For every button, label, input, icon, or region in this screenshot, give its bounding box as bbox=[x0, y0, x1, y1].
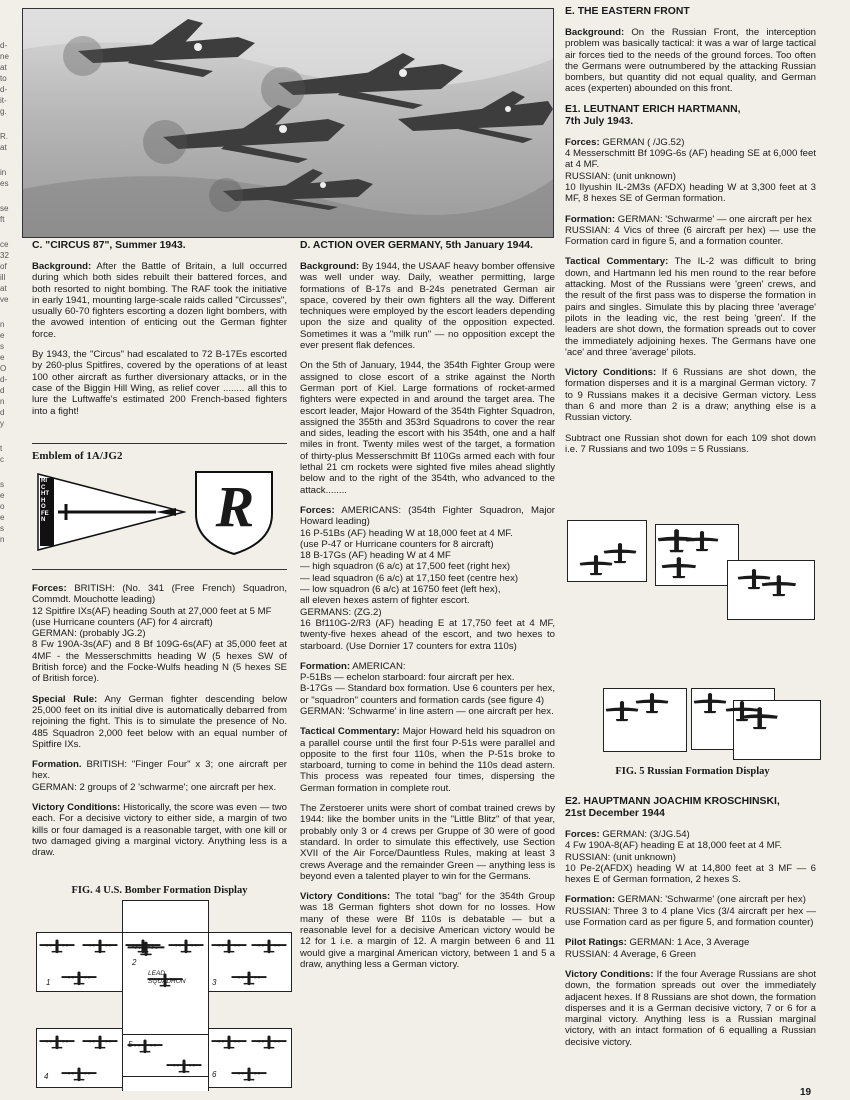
e1-formation: GERMAN: 'Schwarme' — one aircraft per hex RUSSIAN: 4 Vics of three (6 aircraft per hex) — use the Formation card in figure 5, and a formation counter. bbox=[565, 213, 816, 248]
margin-fragment: ill bbox=[0, 273, 6, 282]
germany-victory: The total "bag" for the 354th Group was 18 German fighters shot down for no losses. How many of these were Bf 110s is debatable — but a reasonable level for a decisive American victory would be 12 for 1 i.e. a margin of 12. A margin between 6 and 11 would give a marginal American victory, between 1 and 5 a draw, anything less a German victory. bbox=[300, 891, 555, 970]
circus-victory: Historically, the score was even — two each. For a decisive victory to either side, a margin of two kills or four damaged is a reasonable target, with one kill or two damaged giving a marginal victory. Anything less is a draw. bbox=[32, 802, 287, 859]
germany-victory-label: Victory Conditions: bbox=[300, 891, 391, 903]
eastern-heading: E. THE EASTERN FRONT bbox=[565, 6, 690, 17]
page-number: 19 bbox=[800, 1087, 812, 1098]
margin-fragment: ve bbox=[0, 295, 9, 304]
margin-fragment: at bbox=[0, 284, 7, 293]
bomber-silhouette-icon bbox=[210, 1034, 248, 1055]
bomber-silhouette-icon bbox=[230, 970, 268, 991]
margin-fragment: it- bbox=[0, 96, 7, 105]
margin-fragment: e bbox=[0, 353, 5, 362]
aircraft-photograph bbox=[22, 8, 554, 238]
bomber-silhouette-icon bbox=[38, 938, 76, 959]
germany-forces: AMERICANS: (354th Fighter Squadron, Major Howard leading) 16 P-51Bs (AF) heading W at 18,000 feet at 4 MF. (use P-47 or Hurricane counters for 8 aircraft) 18 B-17Gs (AF) heading W at 4 MF — high squadron (6 a/c) at 17,500 feet (right hex) — lead squadron (6 a/c) at 17,150 feet (centre hex) — low squadron (6 a/c) at 16750 feet (left hex), all eleven hexes astern of fighter escort. GERMANS: (ZG.2) 16 Bf110G-2/R3 (AF) heading E at 17,750 feet at 4 MF, twenty-five hexes ahead of the escort, and two hexes to starboard. (Use Dornier 17 counters for extra 110s) bbox=[300, 504, 555, 652]
margin-fragment: c bbox=[0, 455, 4, 464]
bomber-silhouette-icon bbox=[230, 1066, 268, 1087]
bomber-silhouette-icon bbox=[60, 970, 98, 991]
e1-subtract: Subtract one Russian shot down for each 109 shot down i.e. 7 Russians and two 109s = 5 Russians. bbox=[565, 432, 816, 455]
germany-zerstoerer: The Zerstoerer units were short of combat trained crews by 1944: like the bomber units in the "Little Blitz" of that year, probably only 3 or 4 crews per Gruppe of 30 were of good standard. In order to simulate this effectively, use Section XVII of the Air Force/Dauntless Rules, making at least 3 crews Average and the remainder Green — anything less is beyond even a talented player to win for the Germans. bbox=[300, 803, 555, 882]
margin-fragment: 32 bbox=[0, 251, 9, 260]
margin-fragment: O bbox=[0, 364, 7, 373]
margin-fragment: d bbox=[0, 386, 5, 395]
bomber-silhouette-icon bbox=[38, 1034, 76, 1055]
fig5-russian-display bbox=[565, 510, 820, 760]
margin-fragment: e bbox=[0, 331, 5, 340]
margin-fragment: ft bbox=[0, 215, 5, 224]
bomber-silhouette-icon bbox=[167, 938, 205, 959]
margin-fragment: of bbox=[0, 262, 7, 271]
margin-fragment: d bbox=[0, 408, 5, 417]
eastern-background-label: Background: bbox=[565, 27, 625, 38]
fig4-blank-cell bbox=[122, 900, 209, 934]
margin-fragment: R. bbox=[0, 132, 8, 141]
e2-victory-label: Victory Conditions: bbox=[565, 968, 654, 980]
margin-fragment: s bbox=[0, 480, 4, 489]
il2-silhouette-icon bbox=[661, 556, 697, 586]
e2-forces: GERMAN: (3/JG.54) 4 Fw 190A-8(AF) heading E at 18,000 feet at 4 MF. RUSSIAN: (unit unknown) 10 Pe-2(AFDX) heading W at 14,800 feet at 3 MF — 6 hexes E of German formation, 2 hexes S. bbox=[565, 829, 816, 886]
fig4-label-1: 1 bbox=[46, 978, 51, 987]
margin-fragment: o bbox=[0, 502, 5, 511]
margin-fragment: es bbox=[0, 179, 9, 188]
e2-pilot-label: Pilot Ratings: bbox=[565, 937, 627, 949]
il2-silhouette-icon bbox=[761, 574, 797, 604]
circus-forces-label: Forces: bbox=[32, 583, 67, 594]
germany-formation: AMERICAN: P-51Bs — echelon starboard: four aircraft per hex. B-17Gs — Standard box formation. Use 6 counters per hex, or "squadron" counters and formation cards (see figure 4) GERMAN: 'Schwarme' in line astern — one aircraft per hex. bbox=[300, 660, 555, 717]
margin-fragment: n bbox=[0, 397, 5, 406]
il2-silhouette-icon bbox=[741, 706, 778, 737]
il2-silhouette-icon bbox=[603, 542, 637, 571]
margin-fragment: se bbox=[0, 204, 9, 213]
margin-fragment: s bbox=[0, 342, 4, 351]
fig4-cell-lead bbox=[122, 992, 209, 1035]
fig4-label-3: 3 bbox=[212, 978, 217, 987]
e2-formation: GERMAN: 'Schwarme' (one aircraft per hex) RUSSIAN: Three 3 to 4 plane Vics (3/4 aircraft per hex — use Formation card as per figure 5, and formation counter) bbox=[565, 894, 816, 929]
margin-fragment: s bbox=[0, 524, 4, 533]
il2-silhouette-icon bbox=[685, 530, 719, 559]
germany-formation-label: Formation: bbox=[300, 660, 351, 672]
circus-para2: By 1943, the "Circus" had escalated to 72 B-17Es escorted by 260-plus Spitfires, covered by the operations of at least 100 other aircraft as further diversionary attacks, or in the case of the Biggin Hill Wing, as relief cover ........ all this to lure the Luftwaffe's estimated 200 French-based fighters into a fight! bbox=[32, 349, 287, 417]
section-circus bbox=[32, 240, 287, 426]
bomber-silhouette-icon bbox=[250, 938, 288, 959]
circus-background-label: Background: bbox=[32, 261, 92, 272]
margin-fragment: d- bbox=[0, 41, 8, 50]
circus-background: After the Battle of Britain, a lull occurred during which both sides rebuilt their battered forces, and both resorted to night bombing. The RAF took the initiative in early 1941, mounting large-scale raids called "Circusses", usually 60-70 fighters escorting a dozen light bombers, with the avowed intention of enticing out the German fighter force. bbox=[32, 261, 287, 340]
margin-fragment: ce bbox=[0, 240, 9, 249]
e1-tactical: The IL-2 was difficult to bring down, and Hartmann led his men round to the rear before attacking. Most of the Russians were 'green' crews, and the result of the first pass was to disperse the formation in pairs and singles. Simulate this by placing three 'average' pilots in the leading vic, the rest being 'green'. If the leaders are shot down, the formation spreads out to cover the immediately adjoining hexes. The Germans have one 'ace' and three 'average' pilots. bbox=[565, 256, 816, 358]
il2-silhouette-icon bbox=[635, 692, 669, 721]
germany-forces-label: Forces: bbox=[300, 504, 335, 516]
fig4-lead-label: LEAD SQUADRON bbox=[148, 970, 186, 985]
margin-fragment: at bbox=[0, 143, 7, 152]
e2-pilot: GERMAN: 1 Ace, 3 Average RUSSIAN: 4 Average, 6 Green bbox=[565, 937, 750, 960]
il2-silhouette-icon bbox=[693, 692, 727, 721]
emblem-title: Emblem of 1A/JG2 bbox=[32, 450, 123, 462]
fig4-label-5: 5 bbox=[128, 1040, 133, 1049]
margin-fragment: n bbox=[0, 535, 5, 544]
e1-heading: E1. LEUTNANT ERICH HARTMANN, 7th July 1943. bbox=[565, 103, 741, 127]
eastern-background: On the Russian Front, the interception problem was basically tactical: it was a war of large tactical air forces tied to the needs of the ground forces. Too often the Germans were outnumbered by the attacking Russian bombers, but quantity did not equal quality, and German aces (experten) abounded on this front. bbox=[565, 27, 816, 95]
e2-forces-label: Forces: bbox=[565, 829, 600, 840]
circus-victory-label: Victory Conditions: bbox=[32, 802, 121, 814]
bomber-silhouette-icon bbox=[165, 1058, 203, 1079]
margin-fragment: e bbox=[0, 513, 5, 522]
fig4-bomber-display bbox=[32, 900, 290, 1090]
circus-forces: BRITISH: (No. 341 (Free French) Squadron, Commdt. Mouchotte leading) 12 Spitfire IXs(AF) heading South at 27,000 feet at 5 MF (use Hurricane counters (AF) for 4 aircraft) GERMAN: (probably JG.2) 8 Fw 190A-3s(AF) and 8 Bf 109G-6s(AF) at 35,000 feet at 4MF - the Messerschmitts heading W (5 hexes SW of British force) and the Focke-Wulfs heading N (5 hexes SE of British force). bbox=[32, 583, 287, 685]
e2-victory: If the four Average Russians are shot down, the formation spreads out over the immediately adjacent hexes. If 8 Russians are shot down, the formation disperses and it is a German decisive victory, 7 or 6 for a marginal victory. Anything less is a Russian marginal victory, with an intact formation of 6 equalling a Russian decisive victory. bbox=[565, 968, 816, 1048]
bomber-silhouette-icon bbox=[81, 1034, 119, 1055]
bomber-silhouette-icon bbox=[210, 938, 248, 959]
e1-victory: If 6 Russians are shot down, the formation disperses and it is a marginal German victory. 7 to 9 Russians makes it a decisive German victory. Less than 6 and more than 2 is a draw; anything else is a Russian victory. bbox=[565, 367, 816, 424]
margin-fragment: d- bbox=[0, 375, 8, 384]
fig5-caption: FIG. 5 Russian Formation Display bbox=[615, 766, 770, 777]
section-circus-2 bbox=[32, 583, 287, 868]
circus-formation: BRITISH: "Finger Four" x 3; one aircraft per hex. GERMAN: 2 groups of 2 'schwarme'; one aircraft per hex. bbox=[32, 759, 288, 793]
margin-fragment: d- bbox=[0, 85, 8, 94]
fig4-label-4: 4 bbox=[44, 1072, 49, 1081]
il2-silhouette-icon bbox=[605, 700, 639, 729]
e1-forces-label: Forces: bbox=[565, 136, 600, 148]
emblem-box bbox=[32, 443, 287, 570]
circus-special: Any German fighter descending below 25,000 feet on its initial dive is automatically debarred from rejoining the fight. This is to simulate the presence of No. 485 Squadron 2,000 feet below with an equal number of Spitfire IXs. bbox=[32, 693, 288, 750]
germany-background-label: Background: bbox=[300, 261, 360, 272]
fig4-label-6: 6 bbox=[212, 1070, 217, 1079]
germany-para2: On the 5th of January, 1944, the 354th Fighter Group were assigned to close escort of a strike against the North German port of Kiel. Large formations of rocket-armed fighters were expected in and around the target area. The escort leader, Major Howard of the 354th Fighter Squadron, assigned the 355th and 353rd Squadrons to cover the rear and sides, leading the escort with his 354th, one and a half miles in front. Twenty miles west of the target, a formation of thirty-plus Messerschmitt Bf 110Gs armed each with four lethal 21 cm rockets were sighted five miles ahead slightly below and to the right of the 354th, who advanced to the attack........ bbox=[300, 360, 555, 496]
margin-fragment: e bbox=[0, 491, 5, 500]
bomber-silhouette-icon bbox=[60, 1066, 98, 1087]
bomber-silhouette-icon bbox=[81, 938, 119, 959]
pennant-emblem bbox=[36, 472, 186, 552]
circus-formation-label: Formation. bbox=[32, 759, 82, 771]
margin-fragment: y bbox=[0, 419, 4, 428]
bomber-silhouette-icon bbox=[250, 1034, 288, 1055]
margin-fragment: t bbox=[0, 444, 3, 453]
e1-tactical-label: Tactical Commentary: bbox=[565, 256, 669, 268]
circus-special-label: Special Rule: bbox=[32, 693, 98, 705]
margin-fragment: n bbox=[0, 320, 5, 329]
e2-heading: E2. HAUPTMANN JOACHIM KROSCHINSKI, 21st December 1944 bbox=[565, 796, 780, 819]
fig4-caption: FIG. 4 U.S. Bomber Formation Display bbox=[71, 885, 248, 896]
germany-background: By 1944, the USAAF heavy bomber offensive was well under way. Daily, weather permitting, large formations of B-17s and B-24s penetrated German air space, covered by their own fighters all the way. Different techniques were employed by the escort leaders depending upon the size and quality of the opposition expected. Sometimes it was a "milk run" — no opposition except the ever present flak defences. bbox=[300, 261, 556, 352]
margin-fragment: to bbox=[0, 74, 7, 83]
e1-formation-label: Formation: bbox=[565, 213, 616, 225]
shield-letter: R bbox=[215, 474, 255, 539]
pennant-text: RICHTHOFEN bbox=[41, 478, 49, 523]
left-margin-fragments bbox=[0, 40, 14, 545]
section-germany bbox=[300, 240, 555, 979]
e1-forces: GERMAN ( /JG.52) 4 Messerschmitt Bf 109G-6s (AF) heading SE at 6,000 feet at 4 MF. RUSSIAN: (unit unknown) 10 Ilyushin IL-2M3s (AFDX) heading W at 3,300 feet at 3 MF, 8 hexes SE of German formation. bbox=[565, 136, 816, 205]
circus-heading: C. "CIRCUS 87", Summer 1943. bbox=[32, 240, 186, 251]
margin-fragment: in bbox=[0, 168, 7, 177]
margin-fragment: at bbox=[0, 63, 7, 72]
margin-fragment: ne bbox=[0, 52, 9, 61]
e2-formation-label: Formation: bbox=[565, 894, 616, 906]
fig4-label-2: 2 bbox=[132, 958, 137, 967]
germany-tactical-label: Tactical Commentary: bbox=[300, 726, 400, 738]
section-eastern bbox=[565, 6, 816, 464]
germany-tactical: Major Howard held his squadron on a parallel course until the first four P-51s were parallel and opposite to the first four 110s, when the P-51s broke to starboard, turning to come in behind the 110s dead astern. This process was repeated four times, dispersing the German formation in complete rout. bbox=[300, 726, 555, 794]
e1-victory-label: Victory Conditions: bbox=[565, 367, 657, 379]
section-e2 bbox=[565, 796, 816, 1057]
germany-heading: D. ACTION OVER GERMANY, 5th January 1944. bbox=[300, 240, 533, 251]
margin-fragment: g. bbox=[0, 107, 7, 116]
